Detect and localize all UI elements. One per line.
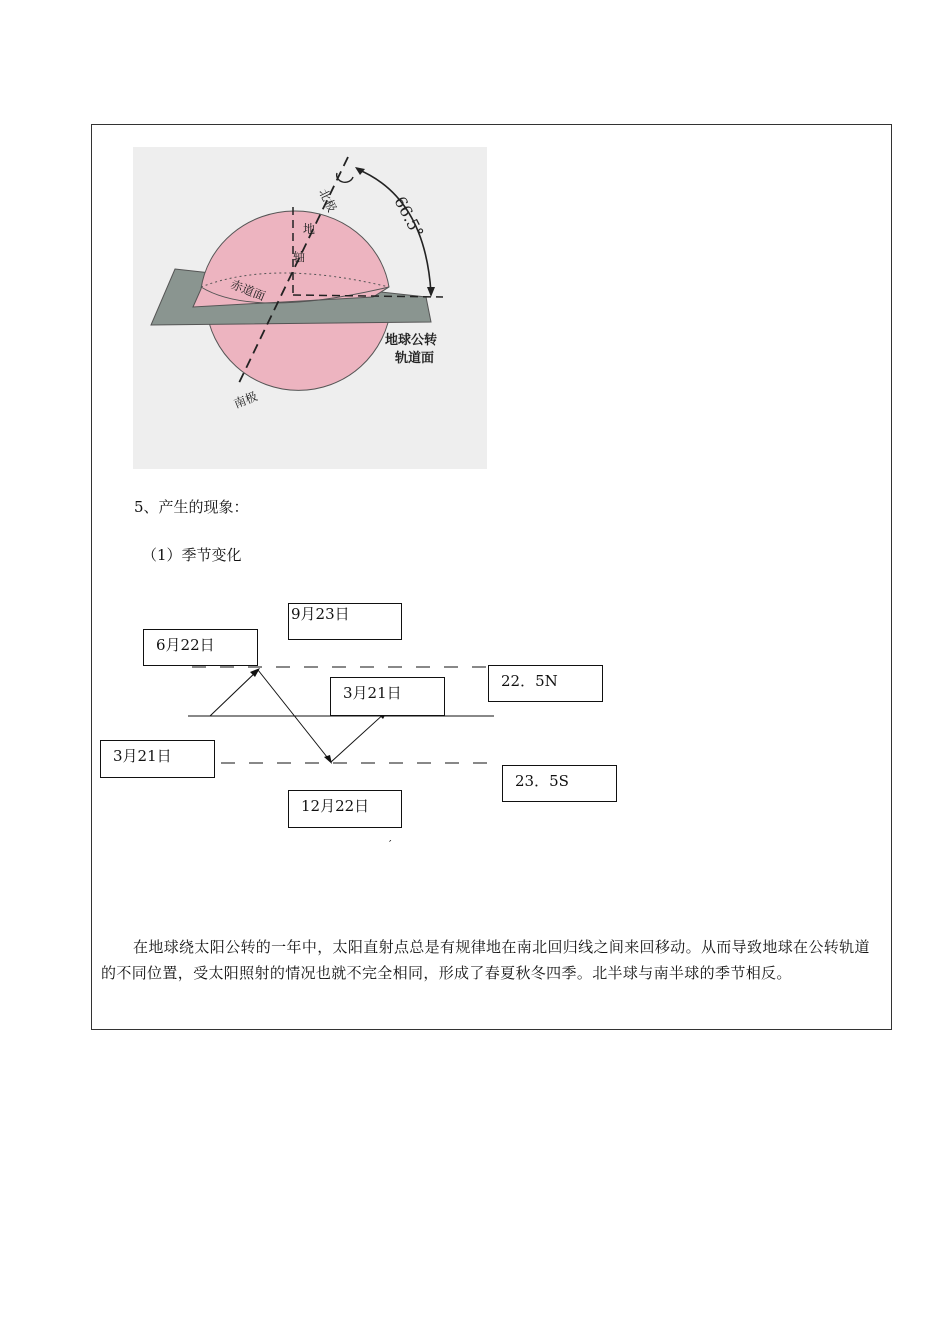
angle-arrow-bottom — [427, 287, 435, 297]
axis-label-di: 地 — [303, 222, 316, 236]
orbit-plane-label-line2: 轨道面 — [395, 351, 435, 366]
south-pole-label: 南极 — [231, 389, 260, 412]
north-pole-label: 北极 — [316, 186, 340, 215]
section-title: 5、产生的现象： — [134, 498, 249, 516]
latitude-box-north: 22．5N — [488, 665, 603, 702]
subsection-title: （1）季节变化 — [142, 546, 242, 564]
explanation-paragraph: 在地球绕太阳公转的一年中，太阳直射点总是有规律地在南北回归线之间来回移动。从而导致地球在公转轨道的不同位置，受太阳照射的情况也就不完全相同，形成了春夏秋冬四季。北半球与南半球的季节相反。 — [101, 938, 870, 982]
equator-plane-label: 赤道面 — [228, 277, 268, 304]
date-box-mar-21-left: 3月21日 — [100, 740, 215, 778]
axis-label-zhou: 轴 — [293, 250, 306, 264]
path-return-arrow — [331, 712, 386, 762]
date-box-jun-22: 6月22日 — [143, 629, 258, 666]
date-box-mar-21-center: 3月21日 — [330, 677, 445, 716]
season-diagram — [98, 600, 628, 860]
path-down-arrowhead — [324, 755, 332, 764]
path-up-arrow — [210, 670, 258, 716]
angle-arrow-top — [355, 167, 365, 175]
upper-hemisphere — [193, 211, 389, 307]
date-box-sep-23: 9月23日 — [288, 603, 402, 640]
earth-axis-figure — [133, 147, 487, 469]
date-box-dec-22: 12月22日 — [288, 790, 402, 828]
orbit-plane-label-line1: 地球公转 — [385, 333, 438, 348]
latitude-box-south: 23．5S — [502, 765, 617, 802]
angle-label: 66.5° — [390, 193, 428, 241]
stray-mark: ′ — [389, 838, 392, 851]
